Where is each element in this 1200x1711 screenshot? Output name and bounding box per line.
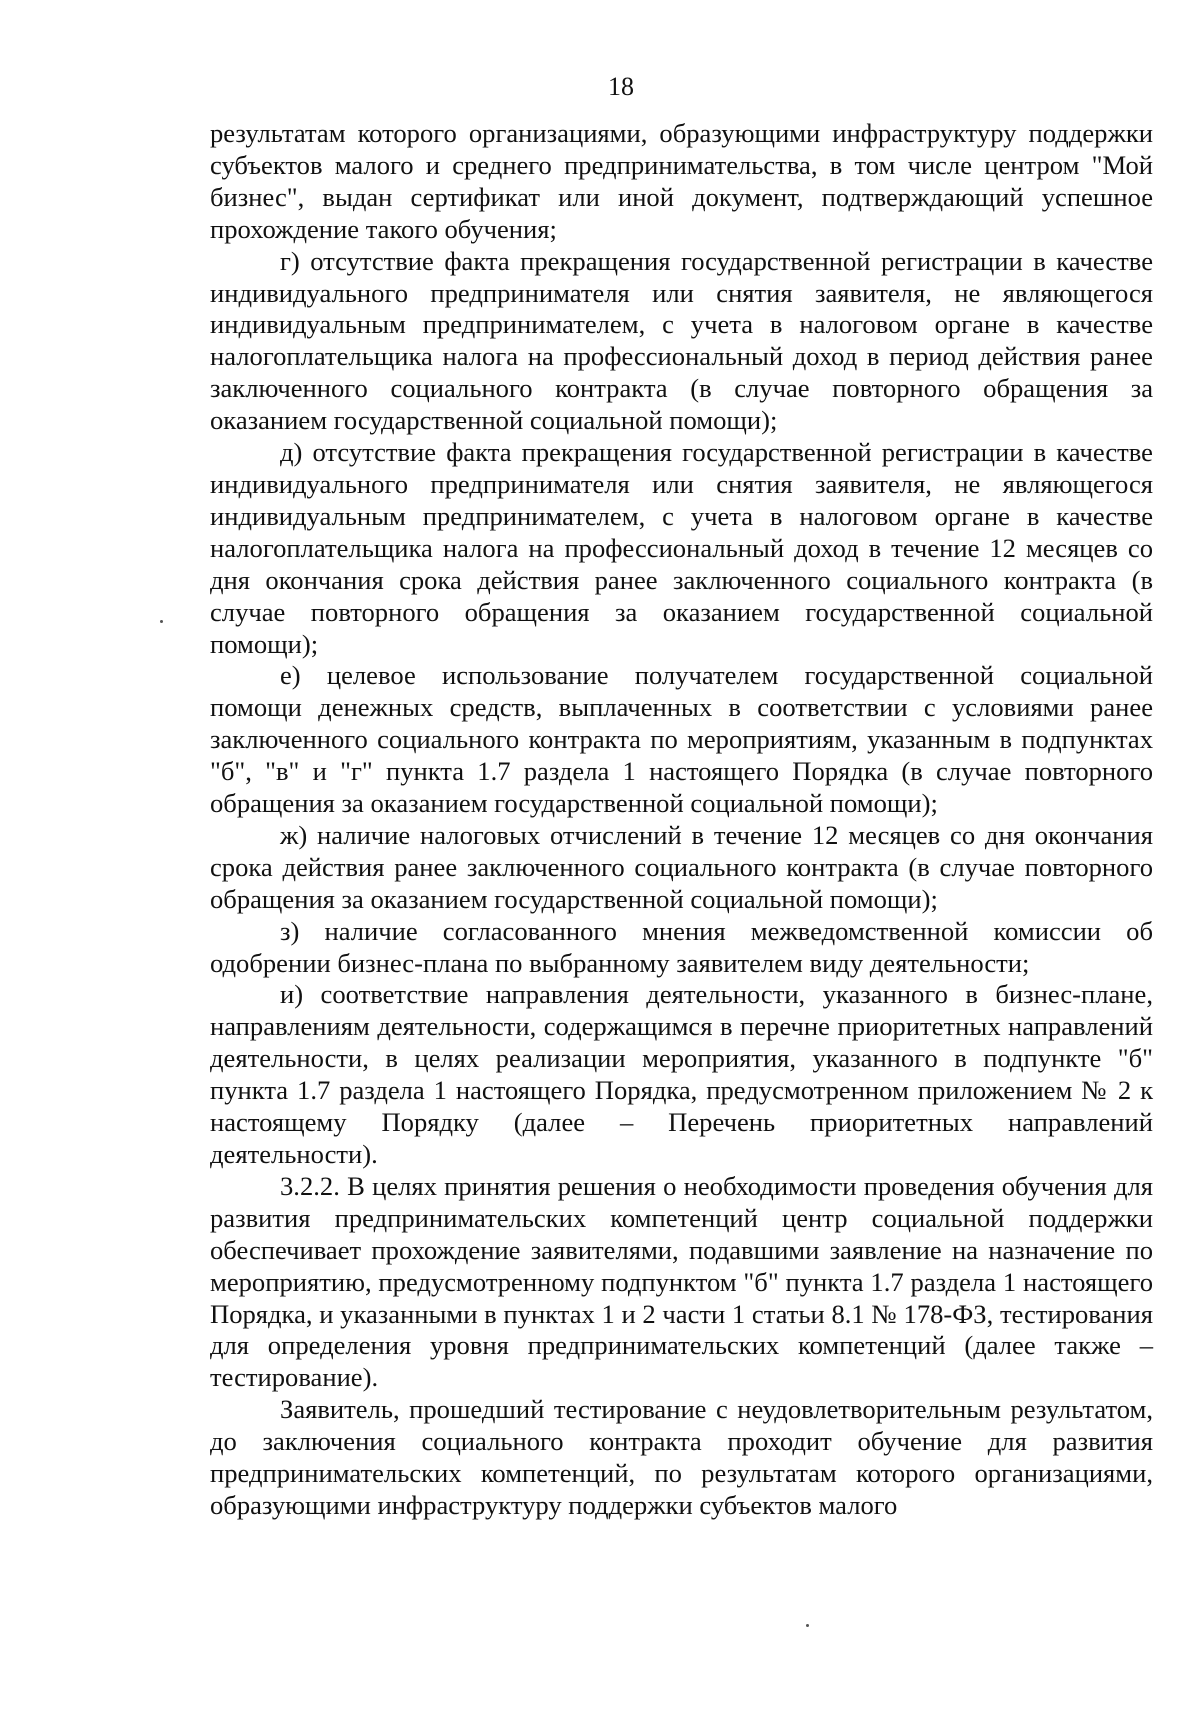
paragraph-item-i: и) соответствие направления деятельности, указанного в бизнес-плане, направлениям деятельности, содержащимся в перечне приоритетных направлений деятельности, в целях реализации мероприятия, указанного в подпункте "б" пункта 1.7 раздела 1 настоящего Порядка, предусмотренном приложением № 2 к настоящему Порядку (далее – Перечень приоритетных направлений деятельности).: [210, 979, 1153, 1169]
document-body: [210, 118, 1153, 1522]
scan-speck: [806, 1624, 809, 1627]
paragraph-item-z: з) наличие согласованного мнения межведомственной комиссии об одобрении бизнес-плана по выбранному заявителем виду деятельности;: [210, 915, 1153, 978]
paragraph-3-2-2: 3.2.2. В целях принятия решения о необходимости проведения обучения для развития предпринимательских компетенций центр социальной поддержки обеспечивает прохождение заявителями, подавшими заявление на назначение по мероприятию, предусмотренному подпунктом "б" пункта 1.7 раздела 1 настоящего Порядка, и указанными в пунктах 1 и 2 части 1 статьи 8.1 № 178-ФЗ, тестирования для определения уровня предпринимательских компетенций (далее также – тестирование).: [210, 1170, 1153, 1393]
page-number: 18: [608, 72, 634, 101]
paragraph-item-g: г) отсутствие факта прекращения государственной регистрации в качестве индивидуального предпринимателя или снятия заявителя, не являющегося индивидуальным предпринимателем, с учета в налоговом органе в качестве налогоплательщика налога на профессиональный доход в период действия ранее заключенного социального контракта (в случае повторного обращения за оказанием государственной социальной помощи);: [210, 245, 1153, 436]
paragraph-continuation: результатам которого организациями, образующими инфраструктуру поддержки субъектов малого и среднего предпринимательства, в том числе центром "Мой бизнес", выдан сертификат или иной документ, подтверждающий успешное прохождение такого обучения;: [210, 118, 1153, 244]
paragraph-item-d: д) отсутствие факта прекращения государственной регистрации в качестве индивидуального предпринимателя или снятия заявителя, не являющегося индивидуальным предпринимателем, с учета в налоговом органе в качестве налогоплательщика налога на профессиональный доход в течение 12 месяцев со дня окончания срока действия ранее заключенного социального контракта (в случае повторного обращения за оказанием государственной социальной помощи);: [210, 437, 1153, 659]
scan-speck: [160, 620, 163, 623]
paragraph-item-zh: ж) наличие налоговых отчислений в течение 12 месяцев со дня окончания срока действия ранее заключенного социального контракта (в случае повторного обращения за оказанием государственной социальной помощи);: [210, 819, 1153, 914]
paragraph-applicant: Заявитель, прошедший тестирование с неудовлетворительным результатом, до заключения социального контракта проходит обучение для развития предпринимательских компетенций, по результатам которого организациями, образующими инфраструктуру поддержки субъектов малого: [210, 1394, 1153, 1520]
paragraph-item-e: е) целевое использование получателем государственной социальной помощи денежных средств, выплаченных в соответствии с условиями ранее заключенного социального контракта по мероприятиям, указанным в подпунктах "б", "в" и "г" пункта 1.7 раздела 1 настоящего Порядка (в случае повторного обращения за оказанием государственной социальной помощи);: [210, 660, 1153, 819]
